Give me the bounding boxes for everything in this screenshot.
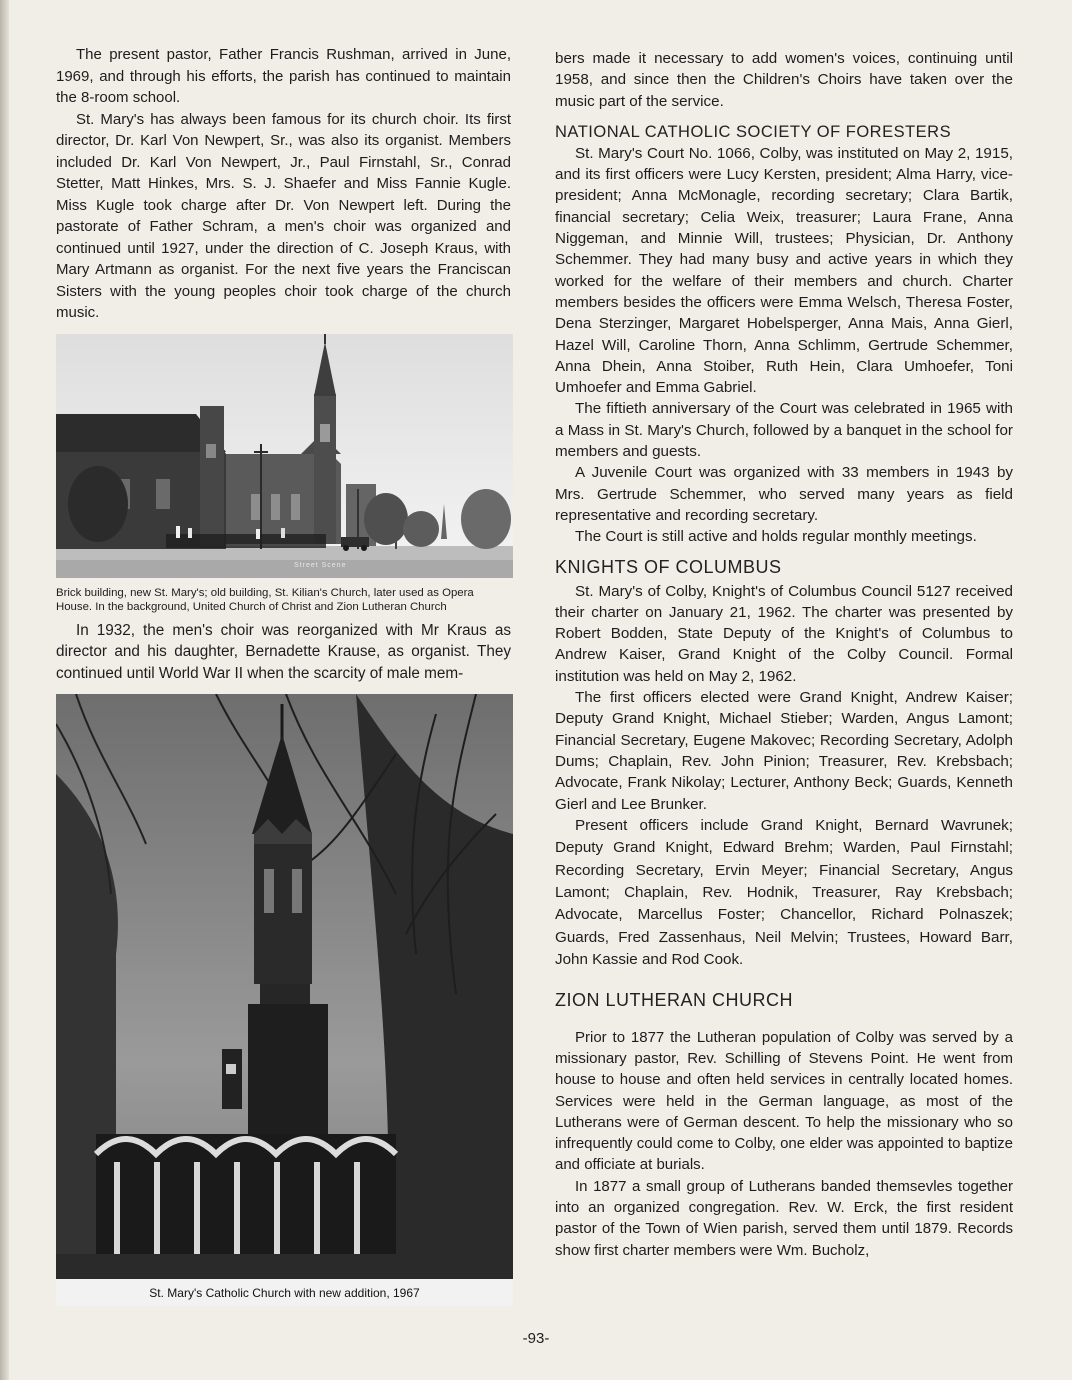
heading-knights: KNIGHTS OF COLUMBUS (555, 556, 782, 577)
paragraph-womens-voices: bers made it necessary to add women's voices, continuing until 1958, and since then the Children's Choirs have taken over the music part of the service. (555, 50, 1013, 110)
photo-caption-street: Brick building, new St. Mary's; old building, St. Kilian's Church, later used as Opera House. In the background, United Church of Christ and Zion Lutheran Church (56, 586, 474, 613)
paragraph-knights-charter: St. Mary's of Colby, Knight's of Columbus Council 5127 received their charter on January 21, 1962. The charter was presented by Robert Bodden, State Deputy of the Knight's of Columbus to Andrew Kaiser, Grand Knight of the Colby Council. Formal institution was held on May 2, 1962. (555, 582, 1013, 685)
paragraph-pastor: The present pastor, Father Francis Rushman, arrived in June, 1969, and through his efforts, the parish has continued to maintain the 8-room school. (56, 46, 511, 106)
page-binding-edge (0, 0, 9, 1380)
paragraph-zion-congregation: In 1877 a small group of Lutherans banded themsevles together into an organized congregation. Rev. W. Erck, the first resident pastor of the Town of Wien parish, served them until 1879. Records show first charter members were Wm. Bucholz, (555, 1177, 1013, 1259)
photo-street-churches (56, 334, 513, 578)
heading-foresters: NATIONAL CATHOLIC SOCIETY OF FORESTERS (555, 122, 952, 141)
st-marys-church-illustration (56, 694, 513, 1306)
paragraph-court-active: The Court is still active and holds regular monthly meetings. (575, 528, 977, 546)
paragraph-fiftieth-anniversary: The fiftieth anniversary of the Court was celebrated in 1965 with a Mass in St. Mary's Church, followed by a banquet in the school for members and guests. (555, 400, 1013, 461)
paragraph-knights-first-officers: The first officers elected were Grand Knight, Andrew Kaiser; Deputy Grand Knight, Michael Stieber; Warden, Angus Lamont; Financial Secretary, Eugene Makovec; Recording Secretary, Adolph Dums; Chaplain, Rev. John Pinion; Treasurer, Rev. Krebsbach; Advocate, Frank Nikolay; Lecturer, Anthony Beck; Guards, Kenneth Gierl and Lee Brunker. (555, 689, 1013, 813)
paragraph-foresters-court: St. Mary's Court No. 1066, Colby, was instituted on May 2, 1915, and its first officers were Lucy Kersten, president; Alma Harry, vice-president; Anna McMonagle, recording secretary; Clara Bartik, financial secretary; Celia Weix, treasurer; Laura Frane, Anna Niggeman, and Minnie Will, trustees; Physician, Dr. Anthony Schemmer. They had many busy and active years in which they worked for the welfare of their members and church. Charter members besides the officers were Emma Welsch, Theresa Foster, Dena Sterzinger, Margaret Hobelsperger, Anna Mais, Anna Gierl, Hazel Will, Caroline Thorn, Anna Schlimm, Gertrude Schemmer, Anna Dhein, Anna Stoiber, Ruth Hein, Clara Umhoefer, Toni Umhoefer and Emma Gabriel. (555, 144, 1013, 397)
page-number: -93- (522, 1330, 550, 1347)
right-column (555, 48, 1013, 1261)
paragraph-mens-choir: In 1932, the men's choir was reorganized with Mr Kraus as director and his daughter, Bernadette Krause, as organist. They continued until World War II when the scarcity of male mem- (56, 621, 511, 682)
paragraph-choir: St. Mary's has always been famous for its church choir. Its first director, Dr. Karl Von Newpert, Sr., was also its organist. Members included Dr. Karl Von Newpert, Jr., Paul Firnstahl, Sr., Conrad Stetter, Matt Hinkes, Mrs. S. J. Shaefer and Miss Fannie Kugle. Miss Kugle took charge after Dr. Von Newpert left. During the pastorate of Father Schram, a men's choir was organized and continued until 1927, under the direction of C. Joseph Kraus, with Mary Artmann as organist. For the next five years the Franciscan Sisters with the young peoples choir took charge of the church music. (56, 110, 511, 321)
photo-caption-church: St. Mary's Catholic Church with new addition, 1967 (149, 1286, 420, 1300)
photo-street-scene-mark: Street Scene (294, 561, 347, 569)
left-column (56, 44, 511, 1306)
paragraph-zion-history: Prior to 1877 the Lutheran population of Colby was served by a missionary pastor, Rev. Schilling of Stevens Point. He went from house to house and often held services in centrally located homes. Services were held in the German language, as most of the Lutherans were of German descent. To help the missionary who so infrequently could come to Colby, one elder was appointed to baptize and officiate at burials. (555, 1028, 1013, 1174)
paragraph-knights-present-officers: Present officers include Grand Knight, Bernard Wavrunek; Deputy Grand Knight, Edward Brehm; Warden, Paul Firnstahl; Recording Secretary, Ervin Meyer; Financial Secretary, Angus Lamont; Chaplain, Rev. Hodnik, Treasurer, Ray Krebsbach; Advocate, Marcellus Foster; Chancellor, Richard Polnaszek; Guards, Fred Zassenhaus, Neil Melvin; Trustees, Howard Barr, John Kassie and Rod Cook. (555, 816, 1013, 969)
heading-zion: ZION LUTHERAN CHURCH (555, 989, 794, 1010)
street-churches-illustration (56, 334, 513, 578)
photo-st-marys-church (56, 694, 513, 1306)
paragraph-juvenile-court: A Juvenile Court was organized with 33 members in 1943 by Mrs. Gertrude Schemmer, who served many years as field representative and recording secretary. (555, 464, 1013, 524)
